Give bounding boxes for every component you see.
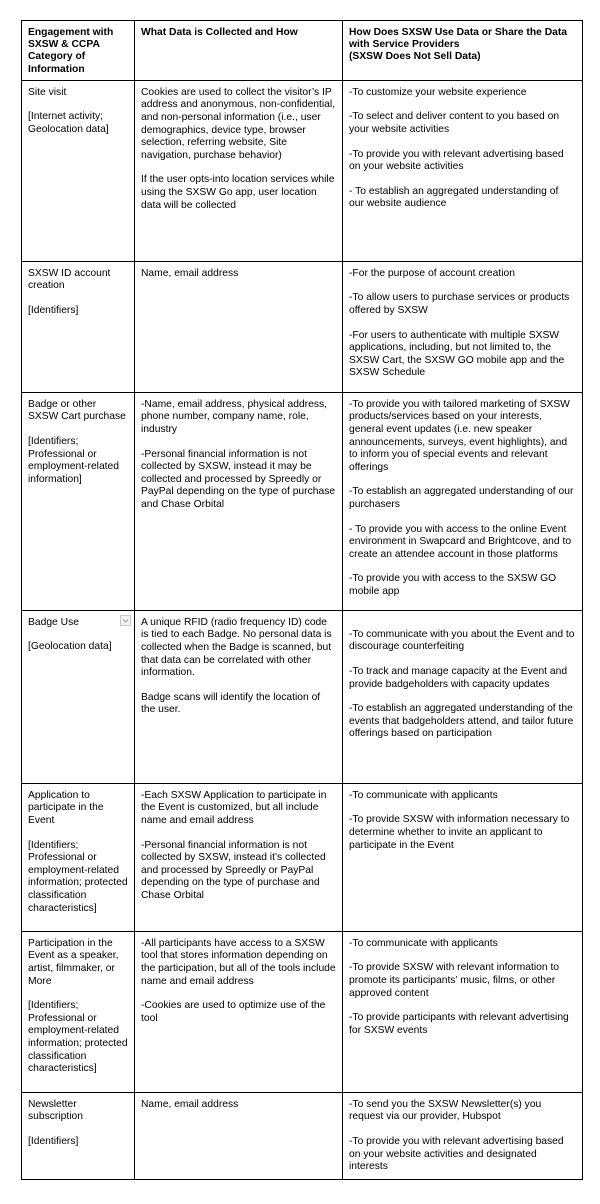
use-paragraph: -To establish an aggregated understanding of the events that badgeholders attend, and tailor future offerings based on participation bbox=[349, 703, 574, 740]
use-paragraph: -To provide SXSW with information necessary to determine whether to invite an applicant to participate in the Event bbox=[349, 814, 570, 851]
engagement-cell bbox=[22, 1092, 135, 1179]
use-paragraph: -To provide you with relevant advertising based on your website activities bbox=[349, 148, 564, 173]
ccpa-category: [Identifiers] bbox=[28, 1136, 79, 1147]
header-data-use: How Does SXSW Use Data or Share the Data with Service Providers (SXSW Does Not Sell Data) bbox=[343, 21, 583, 81]
table-row bbox=[22, 610, 583, 783]
use-paragraph: -For users to authenticate with multiple SXSW applications, including, but not limited to, the SXSW Cart, the SXSW GO mobile app and the SXSW Schedule bbox=[349, 329, 565, 379]
use-paragraph: -To customize your website experience bbox=[349, 86, 527, 98]
use-paragraph: -To provide you with tailored marketing of SXSW products/services based on your interests, general event updates (i.e. new speaker announcements, surveys, event highlights), and to inform you of special events and relevant offerings bbox=[349, 398, 570, 473]
ccpa-category: [Identifiers; Professional or employment-related information; protected classification characteristics] bbox=[28, 839, 128, 914]
use-cell bbox=[343, 610, 583, 783]
table-row bbox=[22, 783, 583, 931]
engagement-name: Participation in the Event as a speaker, artist, filmmaker, or More bbox=[28, 937, 119, 987]
collected-paragraph: -Name, email address, physical address, phone number, company name, role, industry bbox=[141, 398, 327, 435]
collected-paragraph: A unique RFID (radio frequency ID) code is tied to each Badge. No personal data is collected when the Badge is scanned, but that data can be correlated with other information. bbox=[141, 616, 332, 679]
data-practices-table bbox=[21, 20, 583, 1180]
collected-cell bbox=[135, 80, 343, 261]
use-cell bbox=[343, 261, 583, 392]
use-cell bbox=[343, 80, 583, 261]
table-row bbox=[22, 392, 583, 610]
use-cell bbox=[343, 1092, 583, 1179]
use-paragraph: -For the purpose of account creation bbox=[349, 267, 515, 279]
collected-paragraph: Name, email address bbox=[141, 267, 239, 279]
use-paragraph: -To allow users to purchase services or products offered by SXSW bbox=[349, 292, 570, 316]
comment-icon[interactable] bbox=[120, 615, 131, 626]
ccpa-category: [Identifiers; Professional or employment-related information; protected classification characteristics] bbox=[28, 1000, 128, 1075]
header-engagement: Engagement with SXSW & CCPA Category of Information bbox=[22, 21, 135, 81]
collected-paragraph: Badge scans will identify the location of the user. bbox=[141, 691, 321, 716]
use-paragraph: -To communicate with applicants bbox=[349, 789, 498, 801]
engagement-name: SXSW ID account creation bbox=[28, 267, 111, 292]
use-paragraph: - To establish an aggregated understanding of our website audience bbox=[349, 185, 559, 210]
use-paragraph: -To communicate with you about the Event and to discourage counterfeiting bbox=[349, 628, 575, 653]
use-paragraph: -To send you the SXSW Newsletter(s) you request via our provider, Hubspot bbox=[349, 1098, 542, 1123]
engagement-name: Newsletter subscription bbox=[28, 1098, 83, 1123]
use-paragraph: -To communicate with applicants bbox=[349, 937, 498, 949]
collected-paragraph: -Each SXSW Application to participate in the Event is customized, but all include name and email address bbox=[141, 789, 327, 826]
use-paragraph: - To provide you with access to the online Event environment in Swapcard and Brightcove, and to create an attendee account in those platforms bbox=[349, 523, 572, 560]
use-paragraph: -To provide SXSW with relevant information to promote its participants’ music, films, or other approved content bbox=[349, 962, 560, 999]
collected-cell bbox=[135, 610, 343, 783]
use-cell bbox=[343, 392, 583, 610]
use-paragraph: -To provide participants with relevant advertising for SXSW events bbox=[349, 1012, 569, 1036]
data-practices-table-container bbox=[21, 20, 582, 1180]
collected-cell bbox=[135, 783, 343, 931]
engagement-name: Application to participate in the Event bbox=[28, 789, 104, 826]
table-row bbox=[22, 80, 583, 261]
collected-cell bbox=[135, 931, 343, 1092]
engagement-name: Badge or other SXSW Cart purchase bbox=[28, 398, 126, 423]
collected-paragraph: -All participants have access to a SXSW tool that stores information depending on the participation, but all of the tools include name and email address bbox=[141, 937, 336, 987]
use-paragraph: -To select and deliver content to you based on your website activities bbox=[349, 111, 560, 135]
header-data-collected: What Data is Collected and How bbox=[135, 21, 343, 81]
collected-paragraph: Cookies are used to collect the visitor’s IP address and anonymous, non-confidential, and non-personal information (i.e., user demographics, device type, browser selection, referring website, Site navigation, purchase behavior) bbox=[141, 86, 336, 161]
engagement-name: Badge Use bbox=[28, 616, 79, 628]
collected-paragraph: -Personal financial information is not collected by SXSW, instead it may be collected and processed by Spreedly or PayPal depending on the type of purchase and Chase Orbital bbox=[141, 448, 336, 510]
engagement-cell bbox=[22, 610, 135, 783]
ccpa-category: [Identifiers] bbox=[28, 305, 79, 316]
use-paragraph: -To provide you with access to the SXSW GO mobile app bbox=[349, 573, 557, 597]
engagement-cell bbox=[22, 261, 135, 392]
table-row bbox=[22, 261, 583, 392]
collected-paragraph: -Personal financial information is not collected by SXSW, instead it’s collected and processed by Spreedly or PayPal depending on the type of purchase and Chase Orbital bbox=[141, 839, 326, 901]
ccpa-category: [Identifiers; Professional or employment-related information] bbox=[28, 436, 119, 485]
engagement-cell bbox=[22, 392, 135, 610]
engagement-cell bbox=[22, 80, 135, 261]
engagement-cell bbox=[22, 931, 135, 1092]
use-paragraph: -To establish an aggregated understanding of our purchasers bbox=[349, 486, 574, 510]
collected-cell bbox=[135, 392, 343, 610]
ccpa-category: [Geolocation data] bbox=[28, 641, 112, 653]
collected-paragraph: -Cookies are used to optimize use of the tool bbox=[141, 1000, 326, 1024]
use-paragraph: -To track and manage capacity at the Event and provide badgeholders with capacity updates bbox=[349, 666, 568, 690]
use-cell bbox=[343, 931, 583, 1092]
use-cell bbox=[343, 783, 583, 931]
table-row bbox=[22, 1092, 583, 1179]
collected-paragraph: If the user opts-into location services while using the SXSW Go app, user location data will be collected bbox=[141, 174, 335, 211]
collected-cell bbox=[135, 1092, 343, 1179]
collected-paragraph: Name, email address bbox=[141, 1098, 239, 1110]
collected-cell bbox=[135, 261, 343, 392]
header-row bbox=[22, 21, 583, 81]
engagement-cell bbox=[22, 783, 135, 931]
ccpa-category: [Internet activity; Geolocation data] bbox=[28, 111, 109, 135]
use-paragraph: -To provide you with relevant advertising based on your website activities and designated interests bbox=[349, 1136, 564, 1173]
table-row bbox=[22, 931, 583, 1092]
engagement-name: Site visit bbox=[28, 86, 67, 98]
